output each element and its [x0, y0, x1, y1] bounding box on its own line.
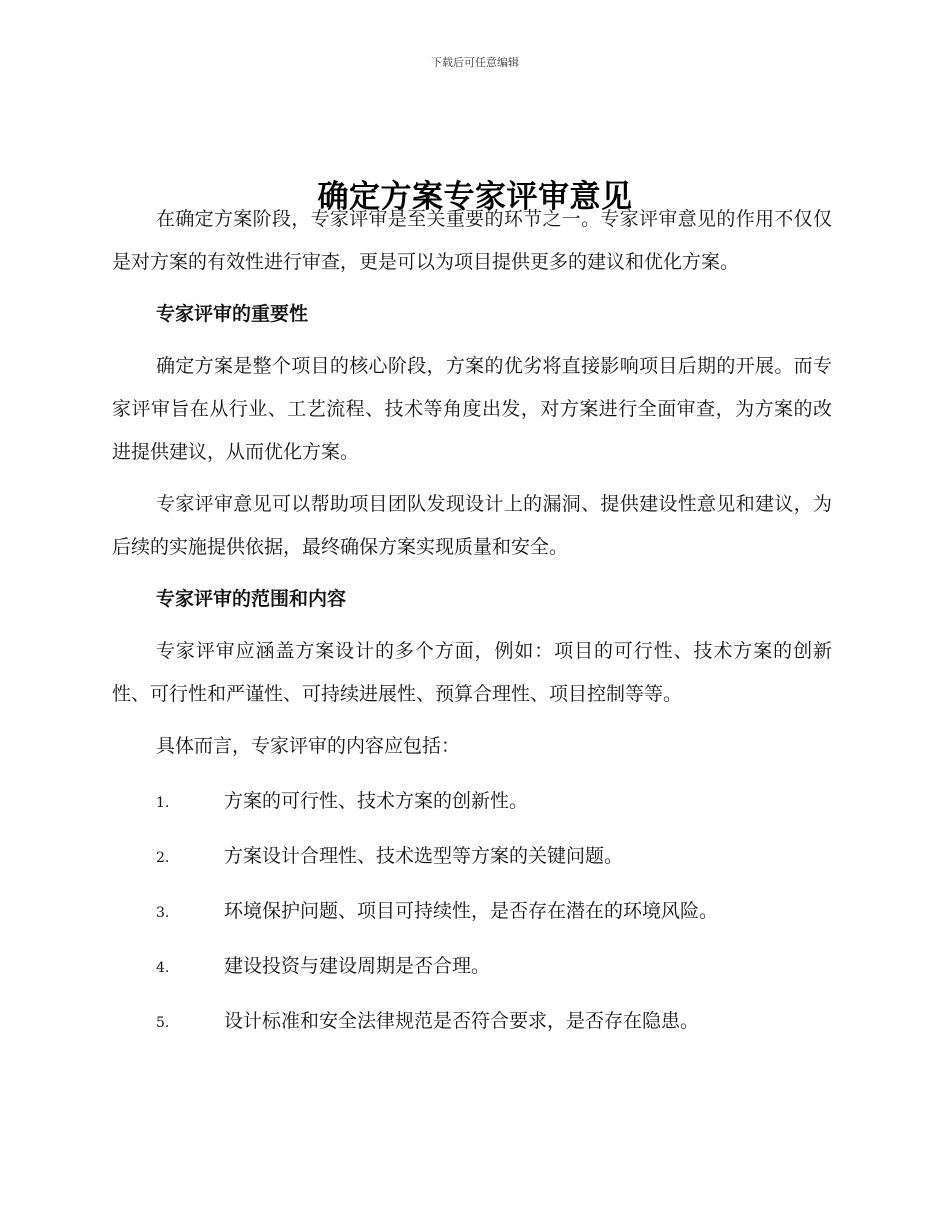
list-item-text: 方案设计合理性、技术选型等方案的关键问题。: [224, 845, 624, 867]
list-item: [112, 835, 832, 878]
list-item: [112, 890, 832, 933]
intro-paragraph: 在确定方案阶段，专家评审是至关重要的环节之一。专家评审意见的作用不仅仅是对方案的有效性进行审查，更是可以为项目提供更多的建议和优化方案。: [112, 208, 832, 273]
review-content-list: [112, 780, 832, 1043]
section-heading-scope: 专家评审的范围和内容: [156, 588, 347, 610]
document-body: [112, 198, 832, 1043]
list-item-text: 建设投资与建设周期是否合理。: [224, 955, 491, 977]
paragraph: 确定方案是整个项目的核心阶段，方案的优劣将直接影响项目后期的开展。而专家评审旨在从行业、工艺流程、技术等角度出发，对方案进行全面审查，为方案的改进提供建议，从而优化方案。: [112, 355, 832, 463]
paragraph: 专家评审意见可以帮助项目团队发现设计上的漏洞、提供建设性意见和建议，为后续的实施提供依据，最终确保方案实现质量和安全。: [112, 493, 832, 558]
list-item-number: 3.: [156, 905, 170, 921]
list-item: [112, 1000, 832, 1043]
paragraph: 具体而言，专家评审的内容应包括：: [156, 735, 461, 757]
paragraph: 专家评审应涵盖方案设计的多个方面，例如：项目的可行性、技术方案的创新性、可行性和严谨性、可持续进展性、预算合理性、项目控制等等。: [112, 640, 832, 705]
list-item: [112, 945, 832, 988]
list-item-number: 5.: [156, 1015, 170, 1031]
header-note: 下载后可任意编辑: [431, 56, 519, 69]
section-heading-importance: 专家评审的重要性: [156, 303, 309, 325]
list-item-text: 方案的可行性、技术方案的创新性。: [224, 790, 529, 812]
document-title: 确定方案专家评审意见: [317, 178, 633, 215]
list-item-text: 环境保护问题、项目可持续性，是否存在潜在的环境风险。: [224, 900, 719, 922]
list-item: [112, 780, 832, 823]
list-item-number: 2.: [156, 850, 170, 866]
list-item-number: 4.: [156, 960, 170, 976]
list-item-number: 1.: [156, 795, 170, 811]
list-item-text: 设计标准和安全法律规范是否符合要求，是否存在隐患。: [224, 1010, 700, 1032]
